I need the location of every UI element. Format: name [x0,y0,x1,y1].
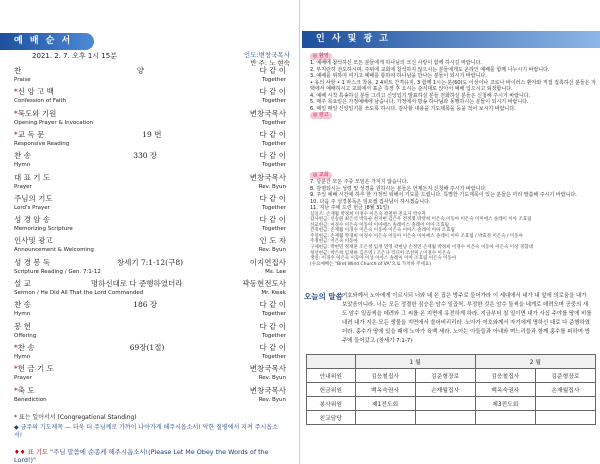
row-english-leader: Together [262,119,286,126]
row-detail: 330 장 [133,151,158,161]
duty-row [307,383,596,397]
row-detail [53,194,260,204]
row-detail [50,173,250,183]
row-english-line [14,289,286,297]
row-english-line [14,76,286,84]
row-title-group [14,66,21,76]
offering-list [310,212,596,268]
announcement-item: 선교헌금: 이경수 이은숙 이동아 이아애스 솔레이스 솔레이 이아 조효림 [310,222,450,228]
row-english-line [14,225,286,233]
row-title: 봉 헌 [14,321,31,331]
duty-cell: 백옥숙권사 [475,383,535,397]
duty-cell: 김준형장로 [415,369,475,383]
standing-marker: * [14,364,18,374]
row-main-line [14,215,286,225]
row-title: 성 경 봉 독 [14,257,51,267]
row-english-title: Responsive Reading [14,140,70,147]
row-title: 주님의 기도 [14,193,53,203]
word-body: 여호와께서 노아에게 이르시되 너와 네 온 집은 방주로 들어가라 이 세대에서 네가 내 앞에 의로움을 내가 보았음이니라. 너는 모든 정결한 짐승은 암수 일곱씩, 부정한 것은 암수 둘씩을 네게로 데려오며 공중의 새도 암수 일곱씩을 데려와 그 씨를 온 지면에 유전하게 하라. 지금부터 칠 일이면 내가 사십 주야를 땅에 비를 내려 내가 지은 모든 생물을 지면에서 쓸어버리리라. 노아가 여호와께서 자기에게 명하신 대로 다 준행하였더라. 홍수가 땅에 있을 때에 노아가 육백 세라. 노아는 아들들과 아내와 며느리들과 함께 홍수를 피하여 방주에 들어갔고 [342,293,592,344]
row-english-leader: Together [262,204,286,211]
row-title-group [14,300,31,310]
duty-role: 봉사위원 [307,397,356,411]
row-main-line [14,364,286,374]
worship-order-row [14,87,286,105]
announcement-item: 5. 매주 목요일은 가정예배에 남습니다. 가정에서 방송 하나님과 동행하시는 분들이 되시기 바랍니다. [310,99,529,105]
row-main-line [14,279,286,289]
row-leader: 다 같 이 [259,300,286,310]
row-english-line [14,119,286,127]
row-title: 묵도와 기원 [17,108,57,118]
row-detail [50,215,259,225]
row-main-line [14,109,286,119]
worship-order-row [14,215,286,233]
row-detail [54,87,260,97]
duty-corner-cell [307,355,356,369]
row-main-line [14,300,286,310]
notice-tag: ◎ 광고 [310,112,332,119]
row-english-title: Hymn [14,353,31,360]
row-detail [53,236,260,246]
row-main-line [14,173,286,183]
row-english-line [14,161,286,169]
announcement-item: 10. 다음 주 성경봉독은 임요셉 집사님이 하시겠습니다. [310,198,431,205]
announcements-header: 인 사 및 광 고 [302,31,600,48]
row-title-group [14,194,53,204]
duty-cell: 김준형장로 [535,369,595,383]
worship-order-row [14,364,286,382]
row-english-title: Hymn [14,162,31,169]
row-leader: 다 같 이 [259,193,286,203]
row-title-group [14,279,31,289]
announcement-item: 6. 매일 매일 신앙일기를 쓰도록 하시다. 감사할 내용을 기도제목을 등을 적어 보시기 바랍니다. [310,105,516,112]
row-title: 설 교 [14,279,31,288]
row-english-leader: Together [262,162,286,169]
row-english-title: Prayer [14,375,32,382]
worship-order-row [14,300,286,318]
standing-marker: * [14,108,18,118]
row-english-line [14,310,286,318]
row-leader: 다 같 이 [259,342,286,352]
standing-marker: * [14,385,18,395]
worship-order-row [14,236,286,254]
worship-order-row [14,173,286,191]
row-english-line [14,246,286,254]
row-leader: 인 도 자 [259,236,286,246]
row-title-group [14,215,50,225]
row-english-title: Opening Prayer & Invocation [14,119,94,126]
row-english-line [14,332,286,340]
announcement-item: 청년헌금: 박은희 임재하 김은영 / 조은나 리디아 조찬미 / 이경수 이은숙 [310,250,451,256]
row-english-line [14,204,286,212]
row-english-title: Benediction [14,396,47,403]
word-reference: (창세기 7:1-7) [376,338,413,344]
row-leader: 다 같 이 [259,87,286,97]
row-detail: 186 장 [133,300,158,310]
row-leader: 다 같 이 [259,321,286,331]
leader-label: 인도: [243,51,259,59]
row-title-group [14,258,50,268]
announcement-item: 생일: 이경수 이은숙 이동아 이상 이아스 솔레이 이아 조효림 이은숙 이동아 [310,256,457,262]
duty-row [307,369,596,383]
worship-order-row [14,109,286,127]
duty-role: 안내위원 [307,369,356,383]
row-main-line [14,386,286,396]
worship-order-row [14,151,286,169]
row-english-leader: Mr. Kwak [261,290,286,296]
row-english-leader: Together [262,226,286,233]
row-detail [35,386,250,396]
announcement-item: 9. 주일 예배 시간에 하루 한 가정씩 위해서 기도를 드립니다. 특별한 기도제목이 있는 분들은 미리 말씀해 주시기 바랍니다. [310,192,577,198]
row-english-leader: Together [262,311,286,318]
row-english-title: Announcement & Welcoming [14,247,94,254]
motto-text: "주님 말씀에 순종케 해주시옵소서!(Please Let Me Obey the Words of the Lord!)" [14,448,269,464]
row-title: 찬 송 [17,342,35,352]
row-leader: 다 같 이 [259,66,286,75]
worship-order-row [14,279,286,297]
row-main-line [14,194,286,204]
row-english-line [14,268,286,276]
row-english-leader: Rev. Byun [258,396,286,403]
row-main-line [14,236,286,246]
worship-order-row [14,130,286,148]
announcement-item: 4. 예배 시작 특송하실 분들 그리고 신앙입기 발표하실 분들 전화하실 분들은 신청해 주시기 바랍니다. [310,92,531,99]
worship-order-row [14,386,286,404]
announcement-item: 구제헌금: 박현민 정재훈 조은정 임재 민영 곽현남 손정연 손재월 박경희 이경수 이은숙 이동아 이은숙 이상 경함대 [310,245,533,251]
row-title-group [14,343,35,353]
service-date: 2021. 2. 7. 오후 1시 15분 [32,52,117,60]
duty-cell: 김응철집사 [475,369,535,383]
announcements-page [302,0,600,464]
row-english-title: Praise [14,77,31,83]
month-1-header: 1 월 [355,355,475,369]
motto-prefix: ♦♦ 표 기도 [14,448,49,456]
duty-cell [475,411,535,425]
duty-cell: 손재월집사 [415,383,475,397]
worship-order-row [14,343,286,361]
row-title: 성 경 암 송 [14,215,51,225]
row-detail: 명하신대로 다 준행하였더라 [90,279,183,288]
row-title-group [14,173,50,183]
row-title-group [14,151,31,161]
row-title: 찬 송 [14,300,31,310]
row-title: 교 독 문 [17,129,45,139]
worship-order-row [14,194,286,212]
row-main-line [14,130,286,140]
row-english-line [14,374,286,382]
duty-table-body [307,369,596,425]
church-tag: ◎ 교회 [310,172,332,179]
announcements-block-1 [310,53,596,119]
row-english-leader: Together [262,77,286,83]
row-english-leader: Together [262,98,286,105]
todays-word-text [342,292,592,346]
standing-marker: * [14,87,18,97]
row-english-line [14,353,286,361]
standing-marker: * [14,129,18,139]
row-title-group [14,87,54,97]
duty-row [307,397,596,411]
announcement-list-3 [310,186,596,212]
prayer-topics: ◆ 금주의 기도제목 — 더욱 더 주님께로 가까이 나아가게 해주시옵소서! 악한 질병에서 지켜 주시옵소서! [14,424,278,439]
announcement-item: 8. 감염되시는 성령 및 성경을 원하시는 분들은 언제든지 신청해 주시기 바랍니다. [310,185,487,192]
row-english-title: Confession of Faith [14,98,67,105]
duty-row [307,411,596,425]
row-main-line [14,258,286,268]
duty-role: 헌금위원 [307,383,356,397]
row-main-line [14,66,286,76]
duty-cell: 제3전도회 [475,397,535,411]
announcement-item: (수요예배는 "Bret Wind Church of VA"으로 가치하 주세요) [310,261,431,267]
worship-order-row [14,322,286,340]
worship-order-row [14,66,286,84]
row-title: 인사및 광고 [14,236,53,246]
leader-name: 변창국목사 [258,51,290,59]
page-divider [299,0,300,464]
row-detail [56,109,249,119]
announcement-item: 십일조: 손재월 박경희 이경수 이은숙 곽철현 전요지 박수자 [310,211,426,217]
duty-cell: 김응철집사 [355,369,415,383]
order-of-worship-page [0,0,298,464]
duty-cell [415,411,475,425]
row-main-line [14,87,286,97]
row-title-group [14,322,31,332]
duty-cell [535,411,595,425]
row-english-title: Memorizing Scripture [14,226,73,233]
row-title: 축 도 [17,385,35,395]
announcement-item: 감사헌금: 신승원 최은석 박득순 천지현 김은우 전정명 박영희 이은숙 이동아 이은숙 이미애스 솔레이 이아 조효림 [310,217,532,223]
duty-role: 친교담당 [307,411,356,425]
row-english-line [14,396,286,404]
announcement-item: 3. 예배를 위하여 여기고 예배를 통하여 하나님을 만나는 분들이 되시기 바랍니다. [310,73,487,79]
row-leader: 다 같 이 [259,151,286,161]
row-detail [31,322,260,332]
row-english-line [14,97,286,105]
row-english-leader: Together [262,140,286,147]
announcement-item: 11. 지난 주에 드린 헌금 (8월 31일) [310,205,390,211]
row-english-leader: Rev. Byun [258,375,286,382]
row-title-group [14,364,54,374]
row-english-title: Offering [14,332,37,339]
row-leader: 다 같 이 [259,215,286,225]
standing-note: * 표는 일어서서 (Congregational Standing) [14,414,137,421]
row-title: 찬 [14,66,22,75]
row-english-leader: Rev. Byun [258,183,286,190]
row-english-title: Hymn [14,311,31,318]
accompanist: 반 주: 노 현숙 [250,59,290,67]
duty-cell [355,411,415,425]
announcement-item: • 유의 사항 • 1 마스크 착용, 2 4피트 간격유지, 3 함께 1시는 분(60)도 이상이나 코로나 바이러스 환자와 직접 접촉하신 분들은 자택에서 예배하시고 교회에서 표준 측정 후 오시는 순서대로 앉아서 예배 입으시고 퇴장합니다. [310,79,596,92]
row-english-title: Scripture Reading / Gen. 7:1-12 [14,268,101,275]
row-leader: 변창국목사 [249,172,286,182]
announcement-list-1 [310,60,596,112]
announcement-item: 2. 부지런히 전도하시며, 주위에 교회에 참석하지 않으시는 분들에게도 온라인 예배를 함께 나누시기 바랍니다. [310,66,550,73]
duty-cell [415,397,475,411]
row-detail: 69장(1절) [129,342,165,352]
row-english-leader: Ms. Lee [265,268,286,275]
announcement-item: 주정헌금: 이은숙 이동아 [310,239,358,245]
row-english-leader: Together [262,353,286,360]
leader-info [218,51,290,67]
announcement-item: 1. 예배에 참석하신 모든 분들에게 하나님의 크신 사랑이 함께 하시길 바랍니다. [310,60,482,66]
row-title: 신 앙 고 백 [17,87,54,97]
row-leader: 변창국목사 [249,108,286,118]
welcome-tag: ◎ 환영 [310,53,332,60]
row-leader: 이지연집사 [249,257,286,267]
duty-cell: 제1전도회 [355,397,415,411]
standing-marker: * [14,342,18,352]
row-english-leader: Together [262,332,286,339]
row-main-line [14,151,286,161]
row-english-line [14,140,286,148]
weekly-motto [14,448,284,464]
row-title-group [14,386,35,396]
announcement-item: 7. 당분간 모든 주중 모임은 가지지 않습니다. [310,179,409,185]
row-english-leader: Rev. Byun [258,247,286,254]
row-detail: 창세기 7:1-12(구8) [116,257,184,267]
row-english-title: Prayer [14,183,32,190]
duty-cell [535,397,595,411]
row-main-line [14,322,286,332]
duty-table-header [307,355,596,369]
row-leader: 다 같 이 [259,129,286,139]
todays-word-title: 오늘의 말씀 [304,292,343,301]
worship-order-row [14,258,286,276]
row-title: 대 표 기 도 [14,172,51,182]
row-title-group [14,109,56,119]
duty-cell: 백옥숙권사 [355,383,415,397]
row-title-group [14,130,44,140]
row-title: 헌 금 기 도 [17,364,54,374]
duty-table [306,354,596,425]
row-title-group [14,236,53,246]
row-english-line [14,183,286,191]
row-main-line [14,343,286,353]
row-leader: 곽동현전도사 [242,279,286,288]
row-detail [54,364,250,374]
month-2-header: 2 월 [475,355,595,369]
order-of-worship-header: 예 배 순 서 [0,33,94,50]
row-title: 찬 송 [14,151,31,161]
row-english-title: Sermon / He Did All That the Lord Commanded [14,290,144,296]
announcements-block-2 [310,172,596,267]
row-leader: 변창국목사 [249,364,286,374]
row-english-title: Lord's Prayer [14,204,50,211]
duty-cell: 손재월집사 [535,383,595,397]
row-detail: 19 번 [142,129,162,139]
announcement-item: 주일헌금: 손재월 박경희 이경수 이은숙 이동아 이은숙 이아애스 솔레이 이아 조효림 / 박효정 이은숙 / 이동아 [310,233,523,239]
row-detail: 양 [136,66,144,75]
announcement-item: 건축헌금: 손재월 이경수 이은숙 이동아 이은숙 이아스 솔레이 이아 조효림 [310,228,455,234]
row-leader: 변창국목사 [249,385,286,395]
